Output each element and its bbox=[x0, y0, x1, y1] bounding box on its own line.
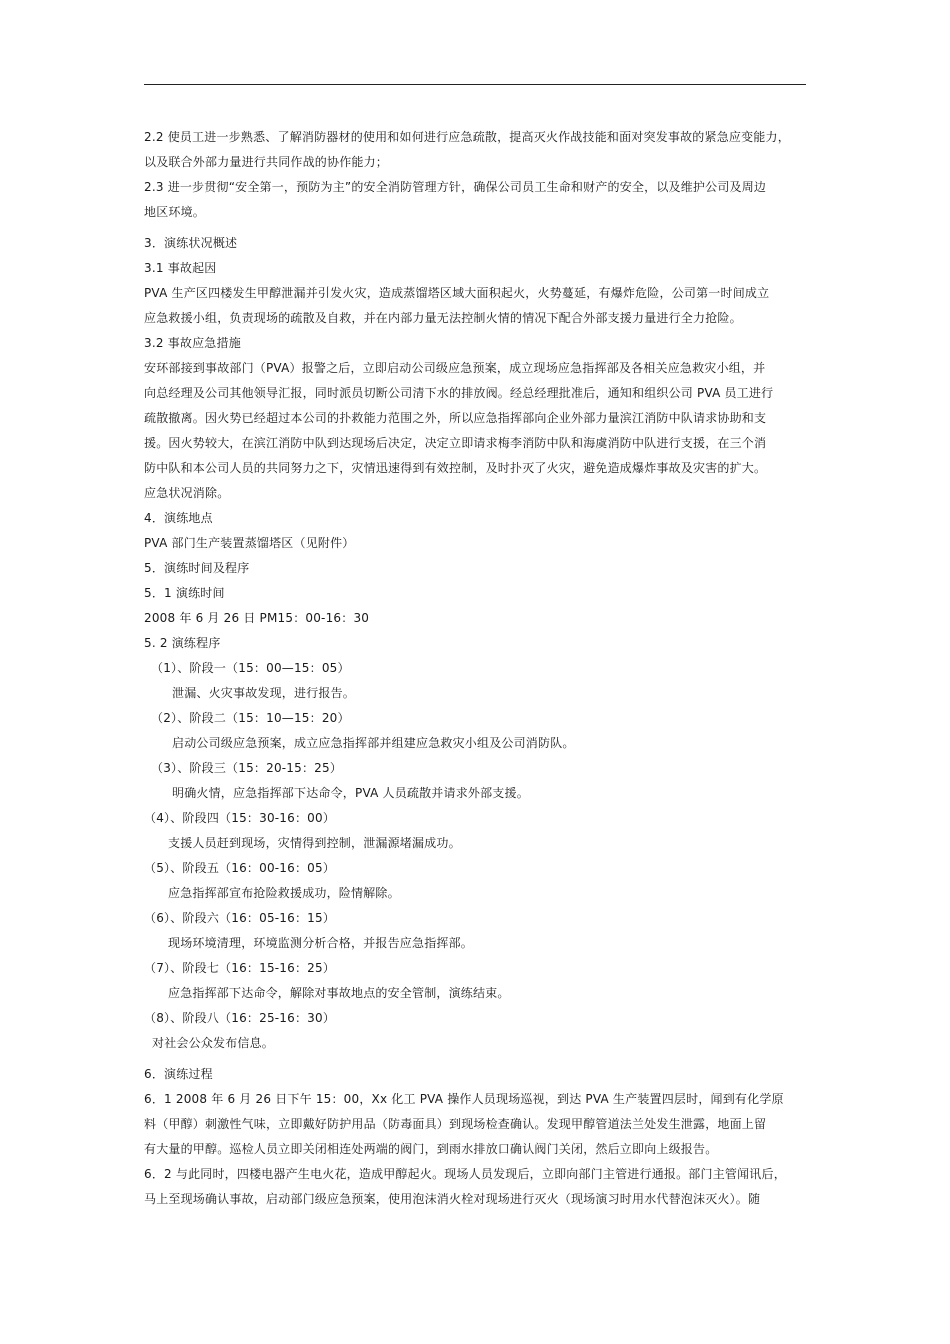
text-line: 向总经理及公司其他领导汇报，同时派员切断公司清下水的排放阀。经总经理批准后，通知和组织公司 PVA 员工进行 bbox=[144, 386, 774, 400]
section-heading: 5．演练时间及程序 bbox=[144, 561, 250, 575]
text-line: 2.3 进一步贯彻“安全第一，预防为主”的安全消防管理方针，确保公司员工生命和财产的安全，以及维护公司及周边 bbox=[144, 180, 767, 194]
text-line: 有大量的甲醇。巡检人员立即关闭相连处两端的阀门，到雨水排放口确认阀门关闭，然后立即向上级报告。 bbox=[144, 1142, 718, 1156]
text-line: 2008 年 6 月 26 日 PM15：00-16：30 bbox=[144, 611, 370, 625]
stage-heading: （3）、阶段三（15：20-15：25） bbox=[151, 761, 343, 775]
subsection-heading: 3.2 事故应急措施 bbox=[144, 336, 241, 350]
text-line: 援。因火势较大，在滨江消防中队到达现场后决定，决定立即请求梅李消防中队和海虞消防中队进行支援，在三个消 bbox=[144, 436, 767, 450]
text-line: 安环部接到事故部门（PVA）报警之后，立即启动公司级应急预案，成立现场应急指挥部及各相关应急救灾小组，并 bbox=[144, 361, 766, 375]
stage-description: 启动公司级应急预案，成立应急指挥部并组建应急救灾小组及公司消防队。 bbox=[172, 736, 575, 750]
document-body bbox=[144, 125, 814, 1212]
stage-description: 支援人员赶到现场，灾情得到控制，泄漏源堵漏成功。 bbox=[168, 836, 461, 850]
header-rule bbox=[144, 84, 806, 85]
text-line: 6．2 与此同时，四楼电器产生电火花，造成甲醇起火。现场人员发现后，立即向部门主管进行通报。部门主管闻讯后， bbox=[144, 1167, 786, 1181]
text-line: PVA 生产区四楼发生甲醇泄漏并引发火灾，造成蒸馏塔区域大面积起火，火势蔓延，有爆炸危险，公司第一时间成立 bbox=[144, 286, 770, 300]
stage-heading: （8）、阶段八（16：25-16：30） bbox=[144, 1011, 336, 1025]
stage-heading: （4）、阶段四（15：30-16：00） bbox=[144, 811, 336, 825]
text-line: 地区环境。 bbox=[144, 205, 206, 219]
stage-description: 明确火情，应急指挥部下达命令，PVA 人员疏散并请求外部支援。 bbox=[172, 786, 529, 800]
text-line: 6．1 2008 年 6 月 26 日下午 15：00，Xx 化工 PVA 操作人员现场巡视，到达 PVA 生产装置四层时，闻到有化学原 bbox=[144, 1092, 784, 1106]
stage-description: 应急指挥部下达命令，解除对事故地点的安全管制，演练结束。 bbox=[168, 986, 510, 1000]
text-line: 2.2 使员工进一步熟悉、了解消防器材的使用和如何进行应急疏散，提高灭火作战技能和面对突发事故的紧急应变能力， bbox=[144, 130, 790, 144]
section-heading: 6．演练过程 bbox=[144, 1067, 213, 1081]
text-line: 应急救援小组，负责现场的疏散及自救，并在内部力量无法控制火情的情况下配合外部支援力量进行全力抢险。 bbox=[144, 311, 742, 325]
stage-description: 泄漏、火灾事故发现，进行报告。 bbox=[172, 686, 356, 700]
stage-heading: （7）、阶段七（16：15-16：25） bbox=[144, 961, 336, 975]
stage-description: 现场环境清理，环境监测分析合格，并报告应急指挥部。 bbox=[168, 936, 474, 950]
stage-heading: （1）、阶段一（15：00—15：05） bbox=[151, 661, 350, 675]
subsection-heading: 5. 2 演练程序 bbox=[144, 636, 221, 650]
stage-heading: （6）、阶段六（16：05-16：15） bbox=[144, 911, 336, 925]
subsection-heading: 5．1 演练时间 bbox=[144, 586, 225, 600]
stage-heading: （2）、阶段二（15：10—15：20） bbox=[151, 711, 350, 725]
text-line: 应急状况消除。 bbox=[144, 486, 230, 500]
stage-heading: （5）、阶段五（16：00-16：05） bbox=[144, 861, 336, 875]
text-line: 防中队和本公司人员的共同努力之下，灾情迅速得到有效控制，及时扑灭了火灾，避免造成爆炸事故及灾害的扩大。 bbox=[144, 461, 767, 475]
section-heading: 4．演练地点 bbox=[144, 511, 213, 525]
text-line: 马上至现场确认事故，启动部门级应急预案，使用泡沫消火栓对现场进行灭火（现场演习时用水代替泡沫灭火）。随 bbox=[144, 1192, 761, 1206]
text-line: 疏散撤离。因火势已经超过本公司的扑救能力范围之外，所以应急指挥部向企业外部力量滨江消防中队请求协助和支 bbox=[144, 411, 767, 425]
text-line: PVA 部门生产装置蒸馏塔区（见附件） bbox=[144, 536, 355, 550]
section-heading: 3．演练状况概述 bbox=[144, 236, 238, 250]
stage-description: 对社会公众发布信息。 bbox=[152, 1036, 275, 1050]
text-line: 以及联合外部力量进行共同作战的协作能力； bbox=[144, 155, 389, 169]
text-line: 料（甲醇）刺激性气味，立即戴好防护用品（防毒面具）到现场检查确认。发现甲醇管道法兰处发生泄露，地面上留 bbox=[144, 1117, 767, 1131]
subsection-heading: 3.1 事故起因 bbox=[144, 261, 217, 275]
stage-description: 应急指挥部宣布抢险救援成功，险情解除。 bbox=[168, 886, 400, 900]
